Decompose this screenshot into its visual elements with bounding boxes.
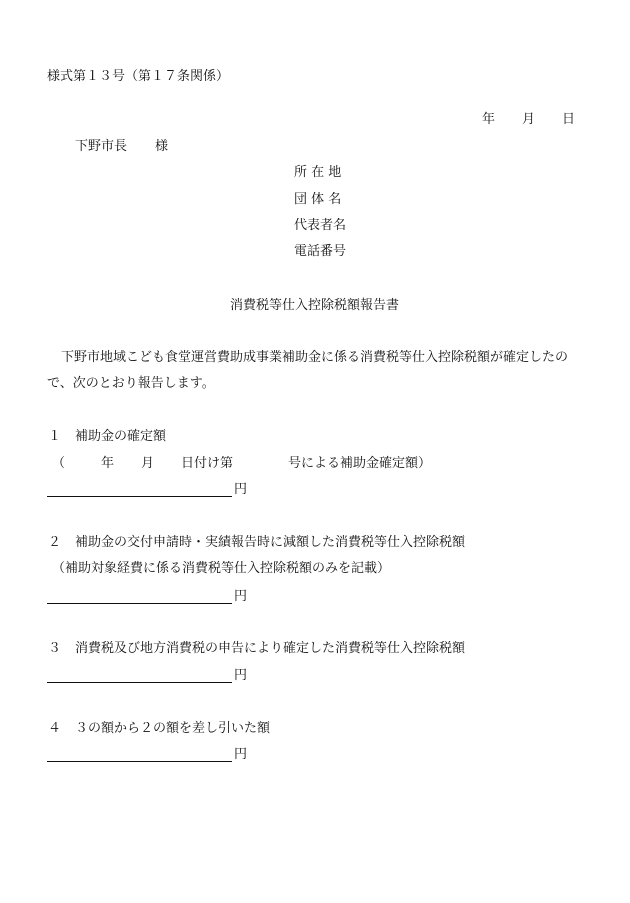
section-1-year-label: 年 <box>101 456 115 471</box>
section-1-number: １ <box>48 429 62 444</box>
section-4-amount-underline <box>47 761 232 762</box>
section-4-yen-unit: 円 <box>234 747 248 762</box>
phone-label: 電話番号 <box>294 244 347 259</box>
section-2-note: （補助対象経費に係る消費税等仕入控除税額のみを記載） <box>52 561 391 576</box>
section-2-number: ２ <box>48 535 62 550</box>
addressee-honorific: 様 <box>155 139 169 154</box>
intro-line-2: で、次のとおり報告します。 <box>47 376 215 391</box>
addressee-name: 下野市長 <box>75 139 128 154</box>
section-4-heading: ３の額から２の額を差し引いた額 <box>75 721 271 736</box>
section-3-heading: 消費税及び地方消費税の申告により確定した消費税等仕入控除税額 <box>75 641 466 656</box>
section-2-amount-underline <box>47 603 232 604</box>
section-1-month-label: 月 <box>141 456 155 471</box>
representative-label: 代表者名 <box>294 218 347 233</box>
form-number: 様式第１３号（第１７条関係） <box>47 69 230 84</box>
date-month-label: 月 <box>522 112 536 127</box>
date-day-label: 日 <box>562 112 576 127</box>
section-1-date-suffix: 日付け第 <box>181 456 234 471</box>
intro-line-1: 下野市地域こども食堂運営費助成事業補助金に係る消費税等仕入控除税額が確定したの <box>61 350 569 365</box>
address-label: 所 在 地 <box>294 165 342 180</box>
organization-label: 団 体 名 <box>294 192 342 207</box>
section-4-number: ４ <box>48 721 62 736</box>
section-2-yen-unit: 円 <box>234 589 248 604</box>
section-2-heading: 補助金の交付申請時・実績報告時に減額した消費税等仕入控除税額 <box>75 535 466 550</box>
section-1-open-paren: （ <box>52 456 66 471</box>
section-1-amount-underline <box>47 496 232 497</box>
section-3-amount-underline <box>47 682 232 683</box>
date-year-label: 年 <box>482 112 496 127</box>
section-1-heading: 補助金の確定額 <box>75 429 167 444</box>
section-1-number-suffix: 号による補助金確定額） <box>288 456 432 471</box>
document-title: 消費税等仕入控除税額報告書 <box>230 298 400 313</box>
section-1-yen-unit: 円 <box>234 482 248 497</box>
section-3-yen-unit: 円 <box>234 668 248 683</box>
section-3-number: ３ <box>48 641 62 656</box>
